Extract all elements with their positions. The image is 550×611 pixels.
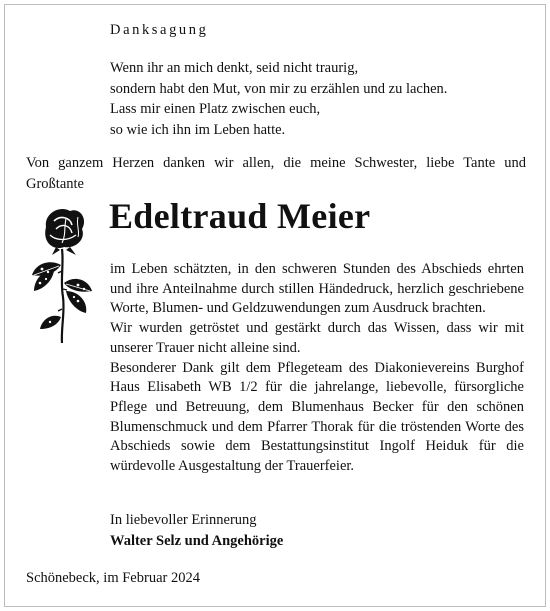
intro-text: Von ganzem Herzen danken wir allen, die meine Schwester, liebe Tante und Großtante	[26, 155, 526, 192]
poem	[110, 58, 447, 140]
poem-line: Wenn ihr an mich denkt, seid nicht traurig,	[110, 60, 359, 76]
poem-line: so wie ich ihn im Leben hatte.	[110, 121, 286, 138]
signer: Walter Selz und Angehörige	[110, 532, 284, 549]
thanks-paragraph: im Leben schätzten, in den schweren Stunden des Abschieds ehrten und ihre Anteilnahme durch stillen Händedruck, herzlich geschriebene Worte, Blumen- und Geldzuwendungen zum Ausdruck brachten.	[110, 261, 524, 317]
heading: Danksagung	[110, 22, 209, 38]
thanks-paragraph: Wir wurden getröstet und gestärkt durch das Wissen, dass wir mit unserer Trauer nicht alleine sind.	[110, 320, 524, 356]
thanks-paragraph: Besonderer Dank gilt dem Pflegeteam des Diakonievereins Burghof Haus Elisabeth WB 1/2 für die jahrelange, liebevolle, fürsorgliche Pflege und Betreuung, dem Blumenhaus Becker für den schönen Blumenschmuck und dem Pfarrer Thorak für die tröstenden Worte des Abschieds sowie dem Bestattungsinstitut Ingolf Heiduk für die würdevolle Ausgestaltung der Trauerfeier.	[110, 359, 524, 475]
poem-line: Lass mir einen Platz zwischen euch,	[110, 101, 321, 117]
poem-line: sondern habt den Mut, von mir zu erzählen und zu lachen.	[110, 80, 448, 97]
deceased-name: Edeltraud Meier	[109, 196, 371, 236]
place-date: Schönebeck, im Februar 2024	[26, 570, 200, 586]
closing-block	[110, 510, 283, 551]
thanks-body	[110, 260, 524, 477]
rose-icon	[26, 205, 94, 345]
closing-line: In liebevoller Erinnerung	[110, 512, 257, 528]
